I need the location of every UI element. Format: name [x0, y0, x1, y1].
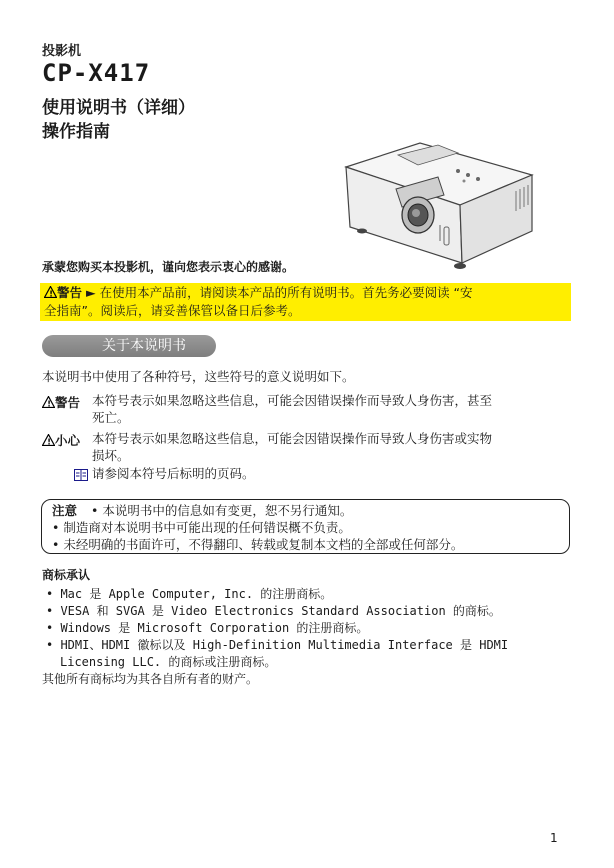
model-number: CP-X417	[42, 59, 151, 87]
product-category: 投影机	[42, 44, 82, 59]
warning-text-1: ► 在使用本产品前，请阅读本产品的所有说明书。首先务必要阅读 “安	[86, 285, 473, 300]
note-text-2: • 制造商对本说明书中可能出现的任何错误概不负责。	[52, 520, 351, 535]
warning-triangle-icon	[44, 284, 57, 302]
trademark-item: • HDMI、HDMI 徽标以及 High-Definition Multimedia Interface 是 HDMI	[46, 638, 509, 652]
projector-illustration	[340, 135, 536, 275]
caution-triangle-icon	[42, 434, 55, 446]
symbol-row-caution	[42, 430, 80, 449]
trademark-item: • VESA 和 SVGA 是 Video Electronics Standard Association 的商标。	[46, 604, 501, 618]
page-ref-desc: 请参阅本符号后标明的页码。	[92, 466, 255, 481]
warning-line-1	[44, 284, 567, 302]
caution-desc-1: 本符号表示如果忽略这些信息，可能会因错误操作而导致人身伤害或实物	[92, 431, 493, 446]
warning-text-2: 全指南”。阅读后，请妥善保管以备日后参考。	[44, 303, 301, 318]
note-label: 注意	[52, 503, 78, 518]
caution-symbol: ! 小心	[42, 433, 80, 448]
svg-text:!: !	[49, 289, 53, 298]
trademark-item: Licensing LLC. 的商标或注册商标。	[60, 655, 277, 669]
manual-title: 使用说明书（详细）	[42, 98, 195, 118]
symbol-row-warning	[42, 392, 80, 411]
warning-desc-1: 本符号表示如果忽略这些信息，可能会因错误操作而导致人身伤害，甚至	[92, 393, 493, 408]
note-line-1	[52, 502, 352, 519]
trademark-item: • Windows 是 Microsoft Corporation 的注册商标。	[46, 621, 369, 635]
svg-text:!: !	[47, 437, 51, 446]
trademark-item: • Mac 是 Apple Computer, Inc. 的注册商标。	[46, 587, 333, 601]
thanks-message: 承蒙您购买本投影机，谨向您表示衷心的感谢。	[42, 260, 295, 274]
warning-triangle-icon	[42, 396, 55, 408]
trademark-heading: 商标承认	[42, 568, 91, 582]
warning-desc-2: 死亡。	[92, 410, 130, 425]
warning-box	[40, 283, 571, 321]
warning-label: 警告	[57, 285, 83, 300]
book-icon	[74, 466, 88, 485]
caution-desc-2: 损坏。	[92, 448, 130, 463]
warning-symbol: ! 警告	[42, 395, 80, 410]
trademark-footer: 其他所有商标均为其各自所有者的财产。	[42, 672, 259, 686]
svg-text:!: !	[47, 399, 51, 408]
note-text-3: • 未经明确的书面许可，不得翻印、转载或复制本文档的全部或任何部分。	[52, 537, 464, 552]
manual-subtitle: 操作指南	[42, 122, 110, 142]
page-number: 1	[550, 831, 558, 845]
note-text-1: • 本说明书中的信息如有变更，恕不另行通知。	[91, 503, 353, 518]
section-intro: 本说明书中使用了各种符号，这些符号的意义说明如下。	[42, 369, 355, 384]
section-heading: 关于本说明书	[42, 335, 216, 357]
